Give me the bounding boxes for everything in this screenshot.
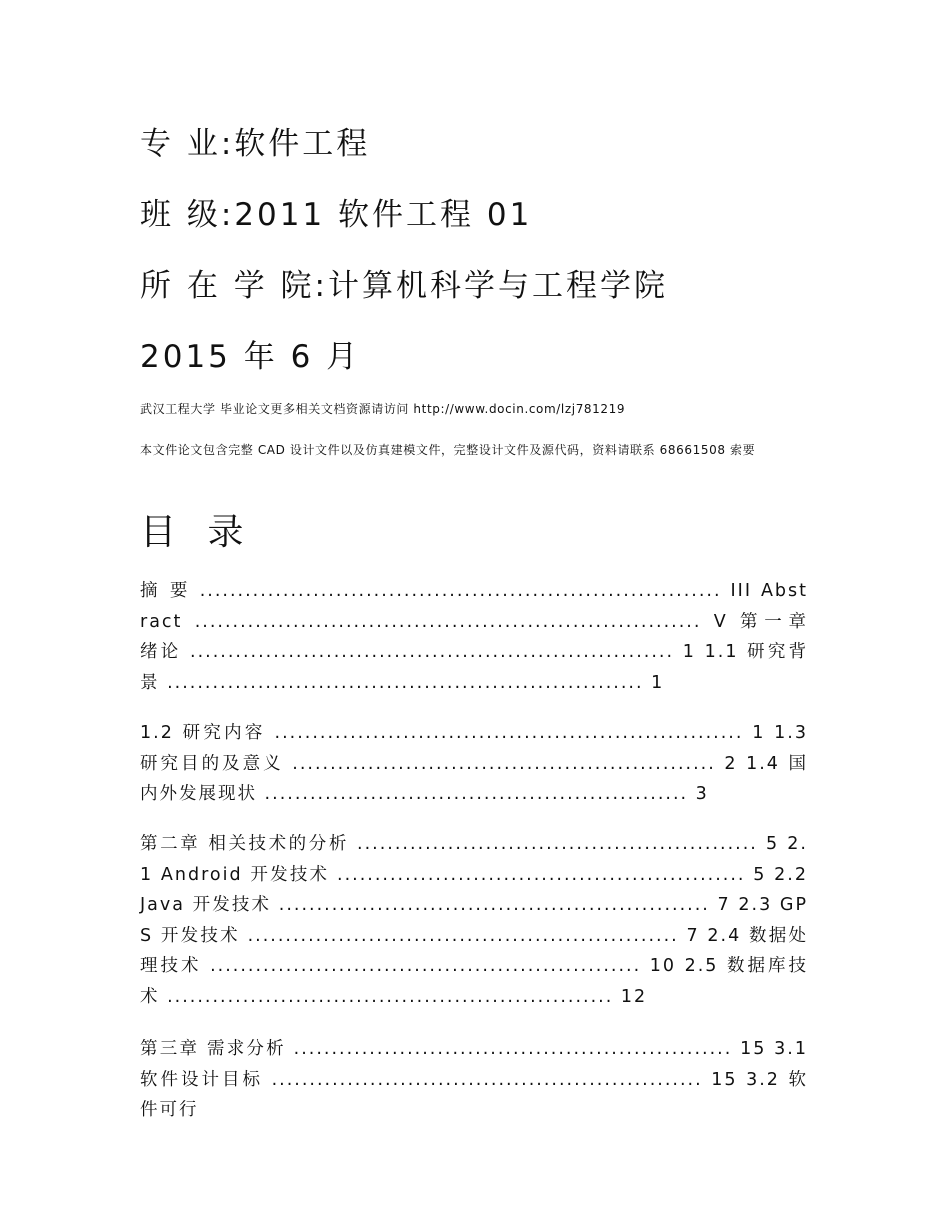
toc-block-ch3: 第三章 需求分析 .......................................................... 15 3.1 软件设计目标 ......................................................... 15 3.2 软件可行	[140, 1039, 808, 1120]
resource-link-note: 武汉工程大学 毕业论文更多相关文档资源请访问 http://www.docin.com/lzj781219	[140, 402, 626, 416]
contact-note: 本文件论文包含完整 CAD 设计文件以及仿真建模文件，完整设计文件及源代码，资料请联系 68661508 索要	[140, 443, 756, 457]
class-line: 班 级:2011 软件工程 01	[140, 197, 533, 233]
toc-block-ch1-sections: 1.2 研究内容 .............................................................. 1 1.3 研究目的及意义 ........................................................ 2 1.4 国内外发展现状 ........................................................ 3	[140, 723, 808, 804]
major-line: 专 业:软件工程	[140, 126, 371, 162]
toc-block-abstract-ch1: 摘 要 ..................................................................... III Abstract ................................................................... V 第一章 绪论 ................................................................ 1 1.1 研究背景 ............................................................... 1	[140, 581, 808, 693]
toc-title: 目 录	[140, 512, 254, 553]
toc-block-ch2: 第二章 相关技术的分析 ..................................................... 5 2.1 Android 开发技术 ...................................................... 5 2.2 Java 开发技术 ......................................................... 7 2.3 GPS 开发技术 ......................................................... 7 2.4 数据处理技术 ......................................................... 10 2.5 数据库技术 ........................................................... 12	[140, 834, 808, 1007]
date-line: 2015 年 6 月	[140, 339, 361, 375]
college-line: 所 在 学 院:计算机科学与工程学院	[140, 268, 669, 304]
